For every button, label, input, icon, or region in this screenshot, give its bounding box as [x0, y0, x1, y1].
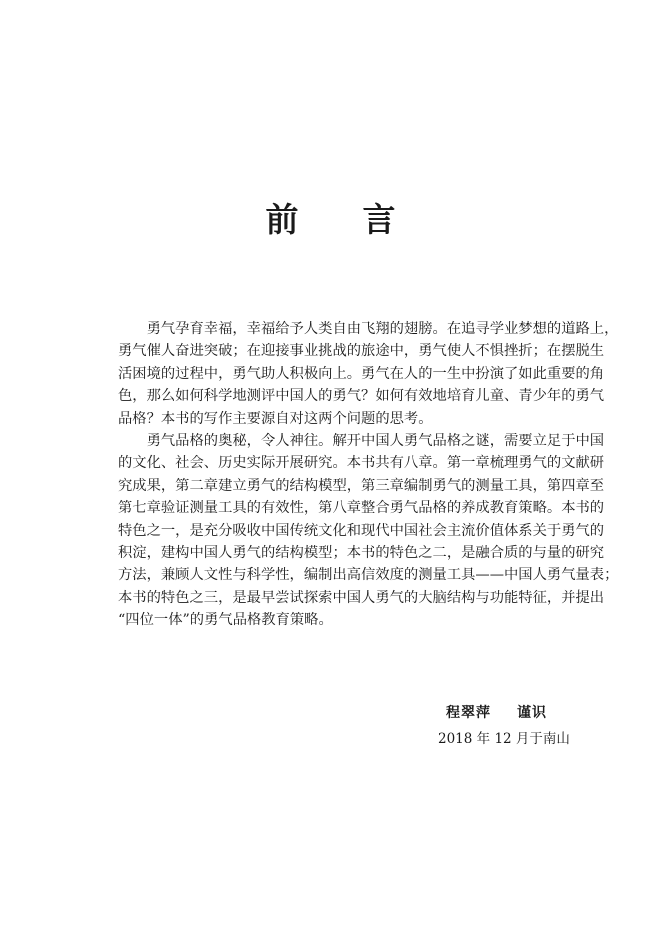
paragraph-line: “四位一体”的勇气品格教育策略。	[118, 612, 333, 629]
paragraph-line: 勇气品格的奥秘，令人神往。解开中国人勇气品格之谜，需要立足于中国	[118, 432, 605, 449]
paragraph-2	[118, 430, 619, 632]
date-line: 2018 年 12 月于南山	[438, 731, 570, 747]
paragraph-line: 勇气孕育幸福，幸福给予人类自由飞翔的翅膀。在追寻学业梦想的道路上，	[118, 321, 619, 337]
paragraph-line: 品格？本书的写作主要源自对这两个问题的思考。	[118, 410, 433, 427]
paragraph-line: 色，那么如何科学地测评中国人的勇气？如何有效地培育儿童、青少年的勇气	[118, 388, 605, 405]
paragraph-line: 究成果，第二章建立勇气的结构模型，第三章编制勇气的测量工具，第四章至	[118, 477, 605, 494]
paragraph-line: 勇气催人奋进突破；在迎接事业挑战的旅途中，勇气使人不惧挫折；在摆脱生	[118, 343, 605, 360]
author-signature	[446, 703, 547, 723]
title-char-1: 前	[265, 200, 299, 239]
paragraph-line: 特色之一，是充分吸收中国传统文化和现代中国社会主流价值体系关于勇气的	[118, 522, 605, 539]
preface-body	[118, 318, 619, 631]
paragraph-line: 第七章验证测量工具的有效性，第八章整合勇气品格的养成教育策略。本书的	[118, 500, 605, 517]
paragraph-line: 本书的特色之三，是最早尝试探索中国人勇气的大脑结构与功能特征，并提出	[118, 589, 605, 606]
paragraph-line: 活困境的过程中，勇气助人积极向上。勇气在人的一生中扮演了如此重要的角	[118, 365, 605, 382]
paragraph-line: 的文化、社会、历史实际开展研究。本书共有八章。第一章梳理勇气的文献研	[118, 455, 605, 472]
signature-note: 谨识	[517, 705, 547, 721]
paragraph-line: 方法，兼顾人文性与科学性，编制出高信效度的测量工具——中国人勇气量表；	[118, 567, 619, 584]
author-name: 程翠萍	[446, 705, 491, 721]
paragraph-line: 积淀，建构中国人勇气的结构模型；本书的特色之二，是融合质的与量的研究	[118, 544, 605, 561]
title-char-2: 言	[362, 200, 396, 239]
page-title	[0, 198, 661, 242]
paragraph-1	[118, 318, 619, 430]
